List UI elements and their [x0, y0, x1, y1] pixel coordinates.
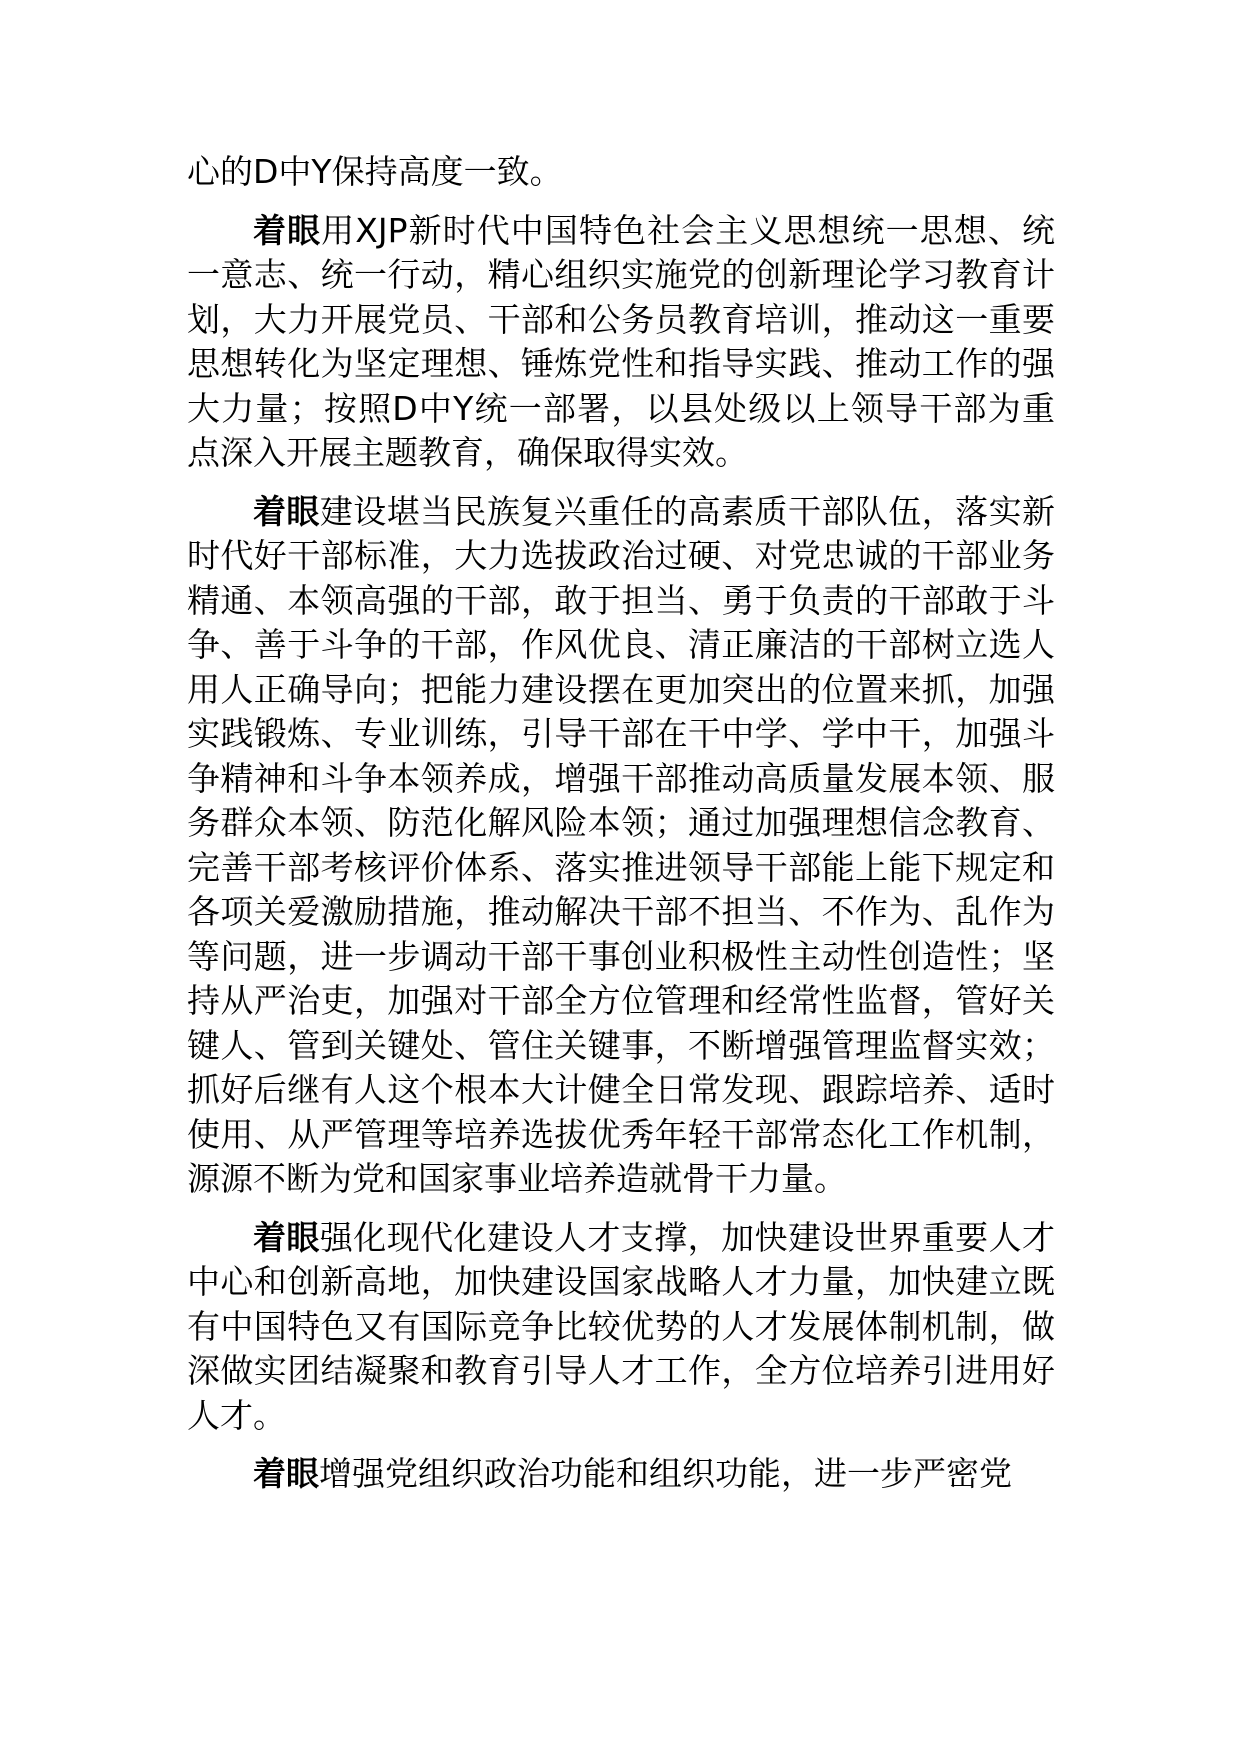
paragraph-1 — [187, 150, 1055, 195]
paragraph-4-lead: 着眼 — [253, 1217, 320, 1257]
paragraph-3-text: 建设堪当民族复兴重任的高素质干部队伍，落实新时代好干部标准，大力选拔政治过硬、对党忠诚的干部业务精通、本领高强的干部，敢于担当、勇于负责的干部敢于斗争、善于斗争的干部，作风优良、清正廉洁的干部树立选人用人正确导向；把能力建设摆在更加突出的位置来抓，加强实践锻炼、专业训练，引导干部在干中学、学中干，加强斗争精神和斗争本领养成，增强干部推动高质量发展本领、服务群众本领、防范化解风险本领；通过加强理想信念教育、完善干部考核评价体系、落实推进领导干部能上能下规定和各项关爱激励措施，推动解决干部不担当、不作为、乱作为等问题，进一步调动干部干事创业积极性主动性创造性；坚持从严治吏，加强对干部全方位管理和经常性监督，管好关键人、管到关键处、管住关键事，不断增强管理监督实效；抓好后继有人这个根本大计健全日常发现、跟踪培养、适时使用、从严管理等培养选拔优秀年轻干部常态化工作机制，源源不断为党和国家事业培养造就骨干力量。 — [187, 491, 1056, 1198]
paragraph-5-lead: 着眼 — [253, 1454, 319, 1493]
paragraph-5 — [187, 1452, 1055, 1497]
paragraph-5-text: 增强党组织政治功能和组织功能，进一步严密党 — [319, 1454, 1012, 1493]
paragraph-2-text: 用XJP新时代中国特色社会主义思想统一思想、统一意志、统一行动，精心组织实施党的创新理论学习教育计划，大力开展党员、干部和公务员教育培训，推动这一重要思想转化为坚定理想、锤炼党性和指导实践、推动工作的强大力量；按照D中Y统一部署，以县处级以上领导干部为重点深入开展主题教育，确保取得实效。 — [187, 210, 1056, 472]
paragraph-4 — [187, 1216, 1055, 1439]
paragraph-3-lead: 着眼 — [253, 491, 320, 531]
paragraph-4-text: 强化现代化建设人才支撑，加快建设世界重要人才中心和创新高地，加快建设国家战略人才力量，加快建立既有中国特色又有国际竞争比较优势的人才发展体制机制，做深做实团结凝聚和教育引导人才工作，全方位培养引进用好人才。 — [187, 1217, 1056, 1435]
paragraph-3 — [187, 490, 1055, 1202]
paragraph-2-lead: 着眼 — [253, 210, 322, 250]
paragraph-1-text: 心的D中Y保持高度一致。 — [187, 152, 563, 191]
paragraph-2 — [187, 209, 1055, 476]
document-body — [187, 150, 1055, 1511]
